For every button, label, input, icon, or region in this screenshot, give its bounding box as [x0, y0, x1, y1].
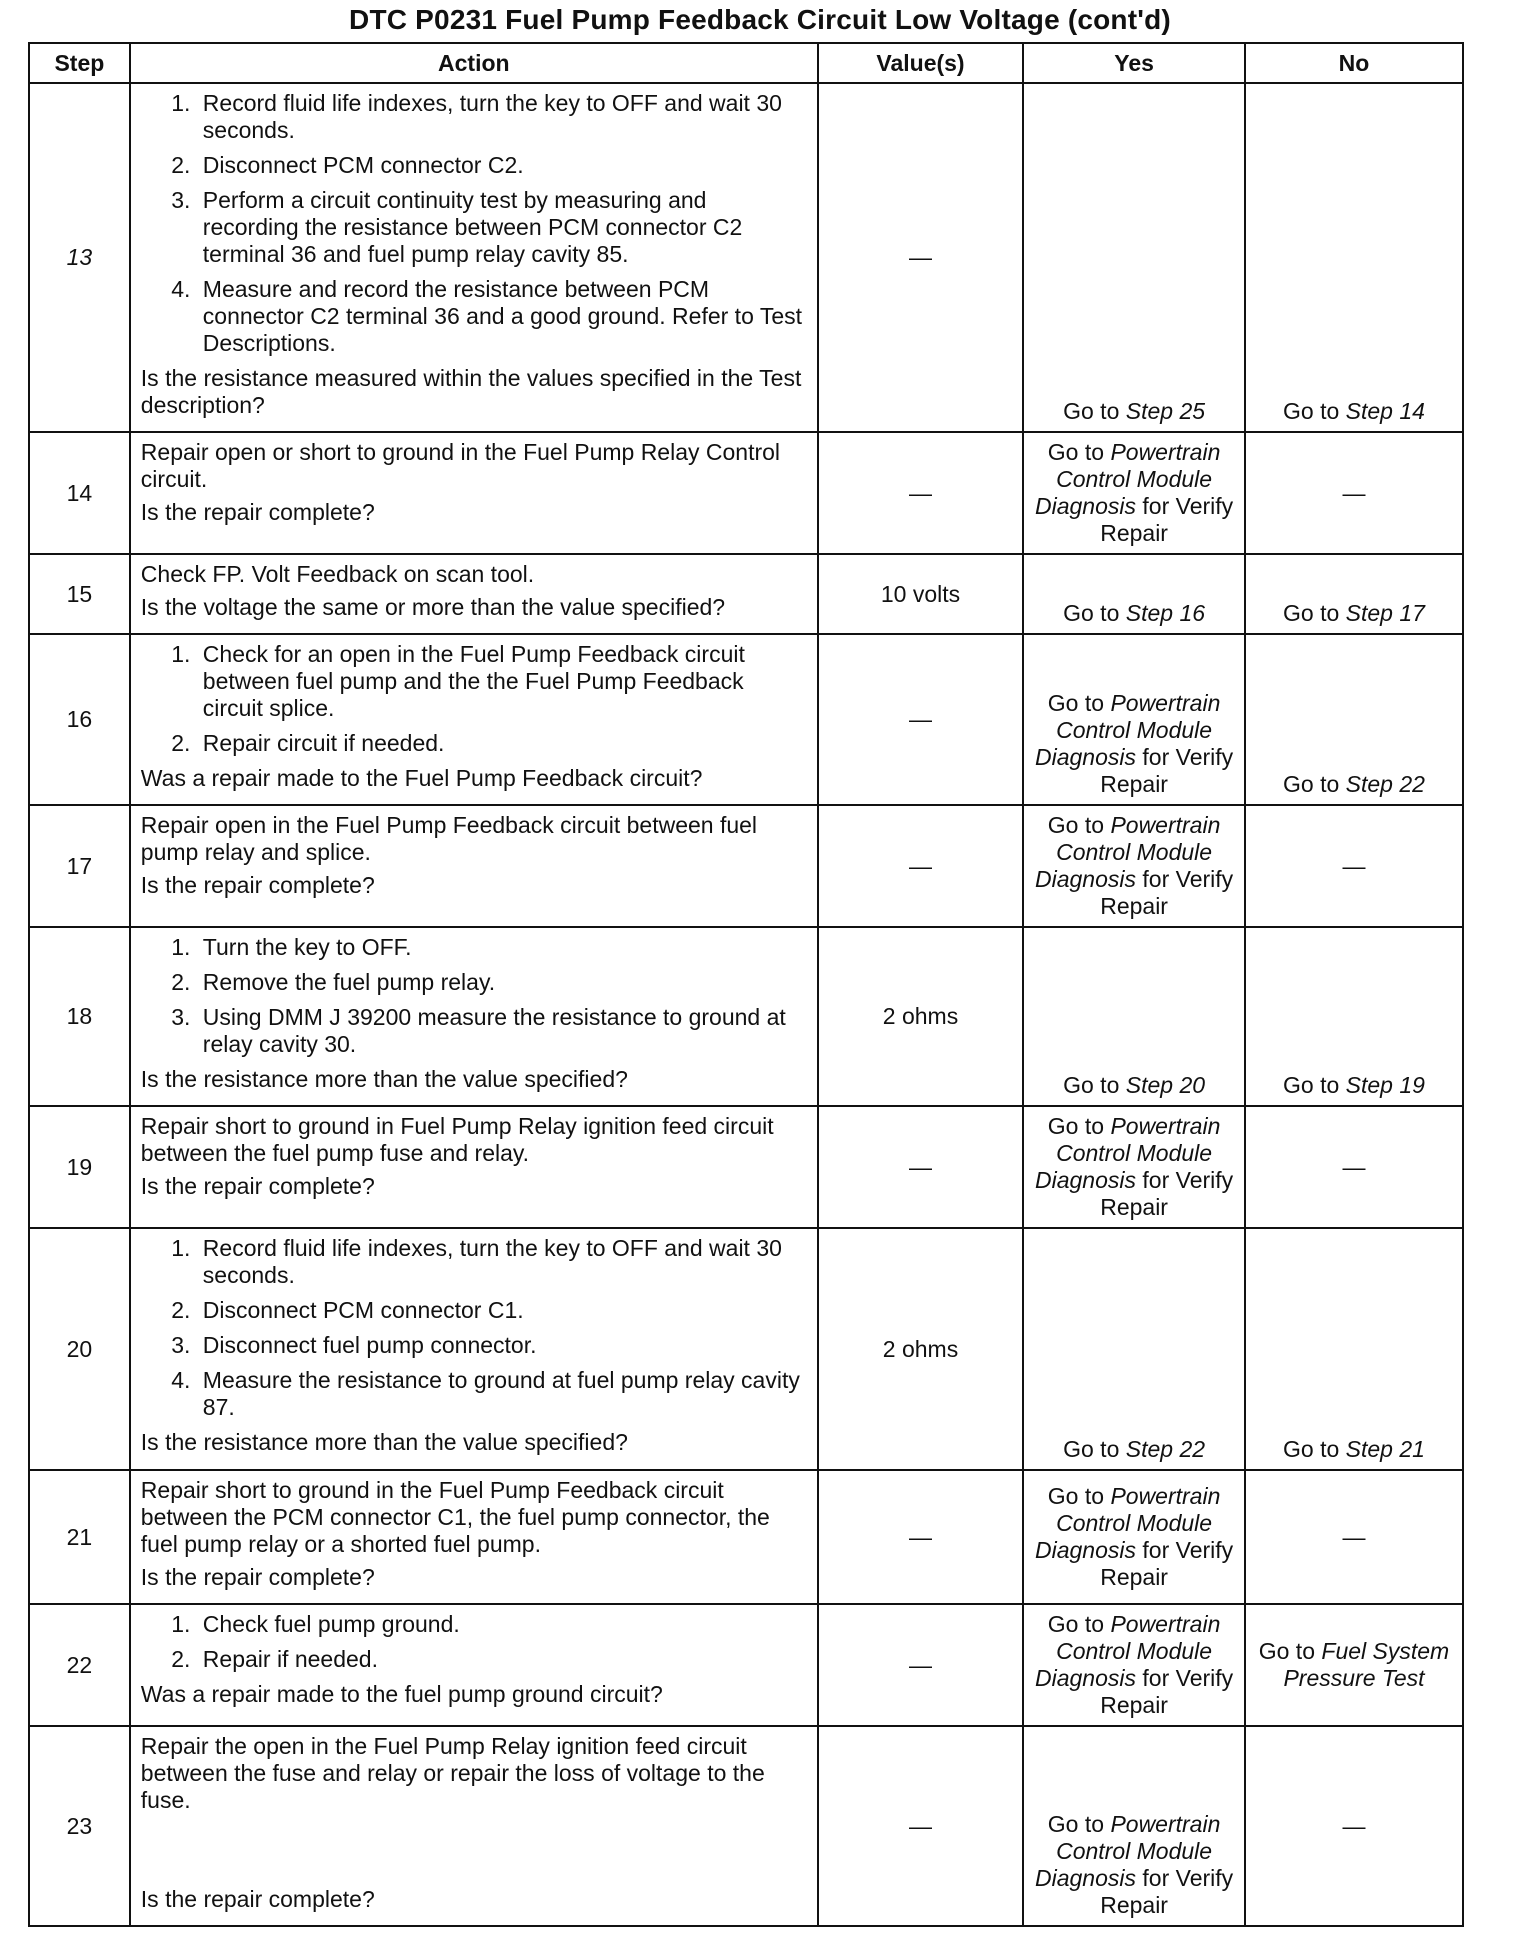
yes-cell: [1023, 1106, 1245, 1228]
step-number: 20: [29, 1228, 130, 1470]
table-row: [29, 554, 1463, 634]
no-prefix: Go to: [1283, 600, 1346, 626]
value-cell: —: [818, 805, 1023, 927]
action-question: Was a repair made to the fuel pump ground circuit?: [140, 1681, 663, 1707]
table-row: [29, 1228, 1463, 1470]
header-values: Value(s): [818, 43, 1023, 83]
no-target: Step 17: [1345, 600, 1425, 626]
header-no: No: [1245, 43, 1463, 83]
action-question: Is the repair complete?: [140, 499, 375, 525]
action-question: Is the repair complete?: [140, 872, 375, 898]
no-cell: [1245, 554, 1463, 634]
action-question: Was a repair made to the Fuel Pump Feedback circuit?: [140, 765, 703, 791]
action-text: Repair open in the Fuel Pump Feedback circuit between fuel pump relay and splice.: [140, 812, 758, 865]
action-cell: [130, 927, 818, 1106]
value-cell: —: [818, 432, 1023, 554]
yes-target: Powertrain Control Module Diagnosis: [1035, 812, 1221, 892]
table-row: [29, 805, 1463, 927]
action-step: 1. Turn the key to OFF.: [197, 934, 807, 961]
yes-target: Powertrain Control Module Diagnosis: [1035, 690, 1221, 770]
no-prefix: Go to: [1283, 1436, 1346, 1462]
action-step: 4. Measure the resistance to ground at fuel pump relay cavity 87.: [197, 1367, 807, 1421]
action-step: 4. Measure and record the resistance between PCM connector C2 terminal 36 and a good ground. Refer to Test Descriptions.: [197, 276, 807, 357]
no-target: Fuel System Pressure Test: [1283, 1638, 1450, 1691]
value-cell: —: [818, 1470, 1023, 1604]
action-cell: [130, 1470, 818, 1604]
action-steps: [141, 90, 807, 357]
yes-prefix: Go to: [1047, 439, 1111, 465]
yes-target: Powertrain Control Module Diagnosis: [1035, 439, 1221, 519]
action-question: Is the voltage the same or more than the value specified?: [140, 594, 726, 620]
action-step: 1. Record fluid life indexes, turn the key to OFF and wait 30 seconds.: [197, 1235, 807, 1289]
table-row: [29, 927, 1463, 1106]
value-cell: 10 volts: [818, 554, 1023, 634]
step-number: 15: [29, 554, 130, 634]
yes-cell: [1023, 805, 1245, 927]
no-target: Step 22: [1345, 771, 1425, 797]
value-cell: —: [818, 1726, 1023, 1926]
spacer: [141, 1820, 807, 1886]
yes-suffix: for Verify Repair: [1100, 493, 1234, 546]
step-number: 22: [29, 1604, 130, 1726]
action-step: 2. Repair if needed.: [197, 1646, 807, 1673]
action-step: 1. Record fluid life indexes, turn the key to OFF and wait 30 seconds.: [197, 90, 807, 144]
no-cell: —: [1245, 1726, 1463, 1926]
yes-cell: [1023, 1604, 1245, 1726]
table-row: [29, 432, 1463, 554]
step-number: 21: [29, 1470, 130, 1604]
yes-target: Powertrain Control Module Diagnosis: [1035, 1811, 1221, 1891]
action-cell: [130, 432, 818, 554]
table-row: [29, 1726, 1463, 1926]
action-steps: [141, 934, 807, 1058]
yes-target: Powertrain Control Module Diagnosis: [1035, 1483, 1221, 1563]
table-row: [29, 1106, 1463, 1228]
yes-suffix: for Verify Repair: [1100, 1537, 1234, 1590]
diagnostic-table: [28, 42, 1464, 1927]
action-cell: [130, 1604, 818, 1726]
action-cell: [130, 1228, 818, 1470]
action-step: 1. Check for an open in the Fuel Pump Feedback circuit between fuel pump and the the Fuel Pump Feedback circuit splice.: [197, 641, 807, 722]
yes-prefix: Go to: [1047, 1811, 1111, 1837]
value-cell: —: [818, 1604, 1023, 1726]
action-text: Repair open or short to ground in the Fuel Pump Relay Control circuit.: [140, 439, 781, 492]
action-question: Is the repair complete?: [140, 1886, 375, 1912]
yes-suffix: for Verify Repair: [1100, 744, 1234, 797]
header-step: Step: [29, 43, 130, 83]
action-cell: [130, 554, 818, 634]
table-row: [29, 83, 1463, 432]
yes-suffix: for Verify Repair: [1100, 1865, 1234, 1918]
yes-prefix: Go to: [1047, 1113, 1111, 1139]
action-cell: [130, 805, 818, 927]
step-number: 23: [29, 1726, 130, 1926]
action-text: Check FP. Volt Feedback on scan tool.: [140, 561, 535, 587]
yes-prefix: Go to: [1063, 1072, 1126, 1098]
no-prefix: Go to: [1283, 771, 1346, 797]
header-action: Action: [130, 43, 818, 83]
action-step: 1. Check fuel pump ground.: [197, 1611, 807, 1638]
yes-target: Powertrain Control Module Diagnosis: [1035, 1611, 1221, 1691]
no-cell: —: [1245, 805, 1463, 927]
step-number: 17: [29, 805, 130, 927]
yes-prefix: Go to: [1047, 690, 1111, 716]
yes-cell: [1023, 634, 1245, 805]
no-target: Step 21: [1345, 1436, 1425, 1462]
no-cell: —: [1245, 1106, 1463, 1228]
table-row: [29, 1604, 1463, 1726]
action-step: 3. Perform a circuit continuity test by measuring and recording the resistance between PCM connector C2 terminal 36 and fuel pump relay cavity 85.: [197, 187, 807, 268]
action-question: Is the repair complete?: [140, 1564, 375, 1590]
action-question: Is the resistance more than the value specified?: [140, 1429, 628, 1455]
yes-target: Step 25: [1125, 398, 1206, 424]
yes-cell: [1023, 83, 1245, 432]
yes-cell: [1023, 1726, 1245, 1926]
step-number: 13: [29, 83, 130, 432]
step-number: 19: [29, 1106, 130, 1228]
header-yes: Yes: [1023, 43, 1245, 83]
action-question: Is the repair complete?: [140, 1173, 375, 1199]
value-cell: —: [818, 634, 1023, 805]
yes-prefix: Go to: [1047, 1483, 1111, 1509]
action-steps: [141, 641, 807, 757]
no-cell: [1245, 634, 1463, 805]
action-step: 2. Disconnect PCM connector C2.: [197, 152, 807, 179]
action-step: 3. Disconnect fuel pump connector.: [197, 1332, 807, 1359]
yes-cell: [1023, 927, 1245, 1106]
yes-target: Powertrain Control Module Diagnosis: [1035, 1113, 1221, 1193]
value-cell: —: [818, 1106, 1023, 1228]
yes-target: Step 16: [1125, 600, 1206, 626]
yes-prefix: Go to: [1063, 398, 1126, 424]
action-text: Repair the open in the Fuel Pump Relay ignition feed circuit between the fuse and relay or repair the loss of voltage to the fuse.: [140, 1733, 765, 1813]
yes-prefix: Go to: [1047, 812, 1111, 838]
no-prefix: Go to: [1258, 1638, 1322, 1664]
action-step: 2. Disconnect PCM connector C1.: [197, 1297, 807, 1324]
table-header-row: [29, 43, 1463, 83]
yes-prefix: Go to: [1047, 1611, 1111, 1637]
action-step: 3. Using DMM J 39200 measure the resistance to ground at relay cavity 30.: [197, 1004, 807, 1058]
no-cell: [1245, 1604, 1463, 1726]
action-cell: [130, 1726, 818, 1926]
action-cell: [130, 1106, 818, 1228]
step-number: 18: [29, 927, 130, 1106]
yes-prefix: Go to: [1063, 1436, 1126, 1462]
value-cell: —: [818, 83, 1023, 432]
yes-suffix: for Verify Repair: [1100, 1665, 1234, 1718]
action-step: 2. Remove the fuel pump relay.: [197, 969, 807, 996]
yes-cell: [1023, 1470, 1245, 1604]
yes-cell: [1023, 432, 1245, 554]
no-target: Step 14: [1345, 398, 1425, 424]
no-target: Step 19: [1345, 1072, 1425, 1098]
action-steps: [141, 1611, 807, 1673]
yes-cell: [1023, 1228, 1245, 1470]
page-title: DTC P0231 Fuel Pump Feedback Circuit Low Voltage (cont'd): [349, 4, 1171, 35]
yes-target: Step 22: [1125, 1436, 1206, 1462]
action-question: Is the resistance measured within the values specified in the Test description?: [140, 365, 802, 418]
no-cell: [1245, 927, 1463, 1106]
no-cell: —: [1245, 432, 1463, 554]
yes-prefix: Go to: [1063, 600, 1126, 626]
no-cell: [1245, 83, 1463, 432]
step-number: 14: [29, 432, 130, 554]
action-question: Is the resistance more than the value specified?: [140, 1066, 628, 1092]
value-cell: 2 ohms: [818, 1228, 1023, 1470]
yes-suffix: for Verify Repair: [1100, 1167, 1234, 1220]
no-cell: —: [1245, 1470, 1463, 1604]
yes-target: Step 20: [1125, 1072, 1206, 1098]
action-cell: [130, 83, 818, 432]
table-row: [29, 634, 1463, 805]
table-row: [29, 1470, 1463, 1604]
no-cell: [1245, 1228, 1463, 1470]
no-prefix: Go to: [1283, 398, 1346, 424]
yes-cell: [1023, 554, 1245, 634]
value-cell: 2 ohms: [818, 927, 1023, 1106]
action-text: Repair short to ground in the Fuel Pump Feedback circuit between the PCM connector C1, the fuel pump connector, the fuel pump relay or a shorted fuel pump.: [140, 1477, 770, 1557]
action-steps: [141, 1235, 807, 1421]
yes-suffix: for Verify Repair: [1100, 866, 1234, 919]
action-cell: [130, 634, 818, 805]
action-text: Repair short to ground in Fuel Pump Relay ignition feed circuit between the fuel pump fuse and relay.: [140, 1113, 774, 1166]
no-prefix: Go to: [1283, 1072, 1346, 1098]
action-step: 2. Repair circuit if needed.: [197, 730, 807, 757]
step-number: 16: [29, 634, 130, 805]
